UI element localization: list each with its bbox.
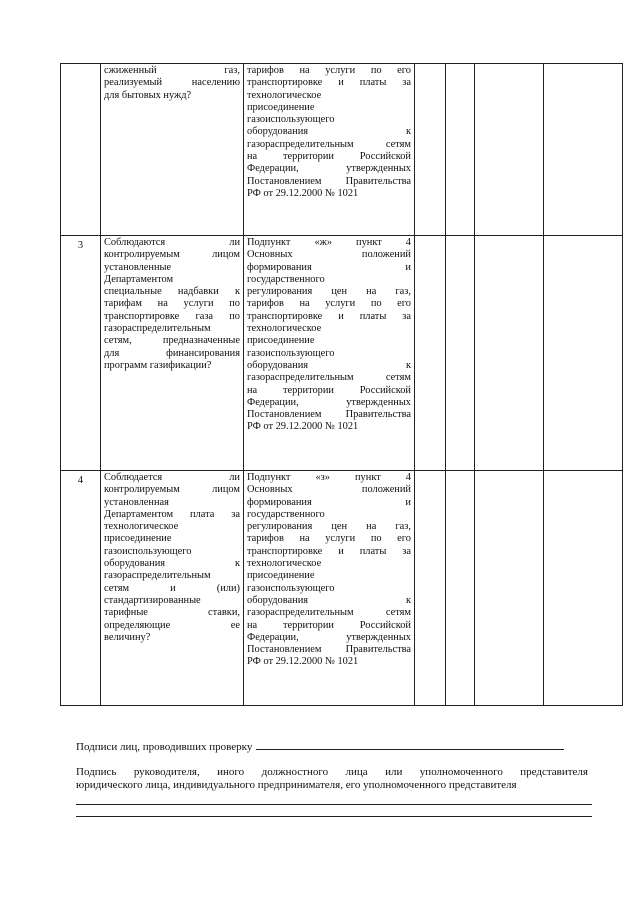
checklist-table <box>60 63 623 706</box>
cell-text-line: государственного <box>247 273 325 285</box>
table-row <box>61 471 623 706</box>
cell-text-line: формирования и <box>247 496 411 508</box>
legal-reference-cell <box>244 236 415 471</box>
answer-yes-cell <box>415 64 446 236</box>
note-cell <box>544 471 623 706</box>
cell-text-line: Постановлением Правительства <box>247 409 411 421</box>
cell-text-line: Основных положений <box>247 484 411 496</box>
cell-text-line: газораспределительным сетям <box>247 607 411 619</box>
head-signature-field-1[interactable] <box>76 804 592 805</box>
cell-text-line: тарифам на услуги по <box>104 298 240 310</box>
cell-text-line: технологическое <box>247 558 322 570</box>
cell-text-line: присоединение <box>247 101 315 113</box>
head-signature-text-line-2: юридического лица, индивидуального предпринимателя, его уполномоченного представителя <box>76 779 517 791</box>
cell-text-line: Постановлением Правительства <box>247 175 411 187</box>
answer-no-cell <box>446 471 475 706</box>
note-cell <box>544 236 623 471</box>
cell-text-line: специальные надбавки к <box>104 286 240 298</box>
cell-text-line: Федерации, утвержденных <box>247 396 411 408</box>
cell-text-line: Постановлением Правительства <box>247 644 411 656</box>
cell-text-line: присоединение <box>104 533 172 545</box>
cell-text-line: Федерации, утвержденных <box>247 163 411 175</box>
cell-text-line: Подпункт «з» пункт 4 <box>247 472 411 483</box>
cell-text-line: Департаментом <box>104 273 174 285</box>
cell-text-line: сжиженный газ, <box>104 65 240 76</box>
inspectors-signature-label: Подписи лиц, проводивших проверку <box>76 741 253 753</box>
not-applicable-cell <box>475 471 544 706</box>
cell-text-line: технологическое <box>104 521 179 533</box>
cell-text-line: Подпункт «ж» пункт 4 <box>247 237 411 248</box>
cell-text-line: газоиспользующего <box>104 545 192 557</box>
cell-text-line: газоиспользующего <box>247 347 335 359</box>
cell-text-line: РФ от 29.12.2000 № 1021 <box>247 187 359 199</box>
not-applicable-cell <box>475 64 544 236</box>
cell-text-line: программ газификации? <box>104 359 212 371</box>
cell-text-line: газоиспользующего <box>247 582 335 594</box>
cell-text-line: оборудования к <box>104 558 240 570</box>
cell-text-line: РФ от 29.12.2000 № 1021 <box>247 656 359 668</box>
cell-text-line: технологическое <box>247 323 322 335</box>
cell-text-line: контролируемым лицом <box>104 484 240 496</box>
inspectors-signature-field[interactable] <box>256 738 564 750</box>
cell-text-line: технологическое <box>247 89 322 101</box>
inspectors-signature-line <box>76 738 588 754</box>
cell-text-line: газораспределительным сетям <box>247 372 411 384</box>
cell-text-line: оборудования к <box>247 594 411 606</box>
cell-text-line: газораспределительным <box>104 323 211 335</box>
cell-text-line: Департаментом плата за <box>104 508 240 520</box>
cell-text-line: установленные <box>104 261 172 273</box>
question-cell <box>101 236 244 471</box>
answer-yes-cell <box>415 236 446 471</box>
cell-text-line: реализуемый населению <box>104 77 240 89</box>
table-row <box>61 64 623 236</box>
cell-text-line: формирования и <box>247 261 411 273</box>
cell-text-line: оборудования к <box>247 126 411 138</box>
row-number: 3 <box>61 236 101 471</box>
cell-text-line: тарифные ставки, <box>104 607 240 619</box>
cell-text-line: сетям и (или) <box>104 582 240 594</box>
cell-text-line: транспортировке и платы за <box>247 77 411 89</box>
cell-text-line: установленная <box>104 496 169 508</box>
cell-text-line: для финансирования <box>104 347 240 359</box>
cell-text-line: величину? <box>104 631 151 643</box>
cell-text-line: газораспределительным сетям <box>247 138 411 150</box>
cell-text-line: сетям, предназначенные <box>104 335 240 347</box>
answer-yes-cell <box>415 471 446 706</box>
cell-text-line: для бытовых нужд? <box>104 89 192 101</box>
cell-text-line: тарифов на услуги по его <box>247 533 411 545</box>
cell-text-line: стандартизированные <box>104 594 201 606</box>
head-signature-field-2[interactable] <box>76 816 592 817</box>
cell-text-line: контролируемым лицом <box>104 249 240 261</box>
cell-text-line: на территории Российской <box>247 151 411 163</box>
legal-reference-cell <box>244 64 415 236</box>
cell-text-line: газораспределительным <box>104 570 211 582</box>
cell-text-line: Федерации, утвержденных <box>247 631 411 643</box>
cell-text-line: транспортировке и платы за <box>247 545 411 557</box>
cell-text-line: на территории Российской <box>247 619 411 631</box>
question-cell <box>101 64 244 236</box>
legal-reference-cell <box>244 471 415 706</box>
cell-text-line: Соблюдаются ли <box>104 237 240 248</box>
cell-text-line: тарифов на услуги по его <box>247 65 411 76</box>
cell-text-line: присоединение <box>247 570 315 582</box>
cell-text-line: Соблюдается ли <box>104 472 240 483</box>
answer-no-cell <box>446 236 475 471</box>
cell-text-line: транспортировке газа по <box>104 310 240 322</box>
cell-text-line: на территории Российской <box>247 384 411 396</box>
cell-text-line: тарифов на услуги по его <box>247 298 411 310</box>
cell-text-line: присоединение <box>247 335 315 347</box>
cell-text-line: регулирования цен на газ, <box>247 286 411 298</box>
row-number: 4 <box>61 471 101 706</box>
cell-text-line: государственного <box>247 508 325 520</box>
not-applicable-cell <box>475 236 544 471</box>
cell-text-line: транспортировке и платы за <box>247 310 411 322</box>
note-cell <box>544 64 623 236</box>
answer-no-cell <box>446 64 475 236</box>
cell-text-line: газоиспользующего <box>247 114 335 126</box>
head-signature-text-line-1: Подпись руководителя, иного должностного лица или уполномоченного представителя <box>76 766 588 778</box>
cell-text-line: Основных положений <box>247 249 411 261</box>
question-cell <box>101 471 244 706</box>
row-number <box>61 64 101 236</box>
table-row <box>61 236 623 471</box>
cell-text-line: оборудования к <box>247 359 411 371</box>
cell-text-line: определяющие ее <box>104 619 240 631</box>
cell-text-line: регулирования цен на газ, <box>247 521 411 533</box>
cell-text-line: РФ от 29.12.2000 № 1021 <box>247 421 359 433</box>
